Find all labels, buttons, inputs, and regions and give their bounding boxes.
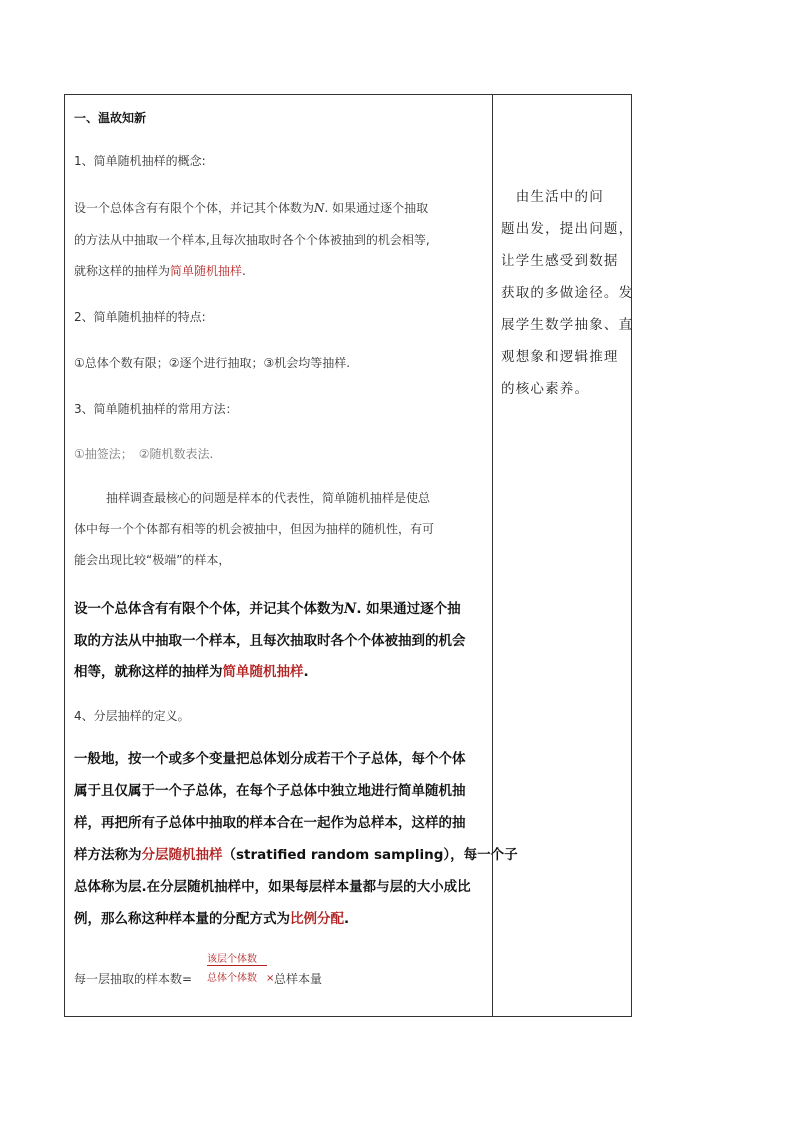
side-line1: 由生活中的问 (501, 189, 604, 205)
side-line5: 展学生数学抽象、直 (501, 317, 634, 333)
sec1-line3: 就称这样的抽样为简单随机抽样. (74, 264, 246, 278)
sec4-line5: 总体称为层.在分层随机抽样中，如果每层样本量都与层的大小成比 (74, 879, 471, 895)
section-heading: 一、温故知新 (74, 111, 147, 125)
sec2-title: 2、简单随机抽样的特点: (74, 310, 206, 324)
notes-cell (493, 95, 634, 1016)
bold1-line1: 设一个总体含有有限个个体，并记其个体数为N. 如果通过逐个抽 (74, 601, 461, 617)
term-proportional-allocation: 比例分配 (290, 911, 344, 927)
content-cell (65, 95, 518, 1016)
para-line1: 抽样调查最核心的问题是样本的代表性，简单随机抽样是使总 (106, 491, 431, 505)
formula-denominator: 总体个体数 (207, 973, 257, 984)
bold1-line3: 相等，就称这样的抽样为简单随机抽样. (74, 664, 309, 680)
sec4-line6: 例，那么称这种样本量的分配方式为比例分配. (74, 911, 350, 927)
fraction-bar (207, 965, 267, 966)
sec4-line1: 一般地，按一个或多个变量把总体划分成若干个子总体，每个个体 (74, 751, 466, 767)
formula-rhs: 总样本量 (274, 972, 323, 986)
sec3-title: 3、简单随机抽样的常用方法： (74, 402, 238, 416)
side-line4: 获取的多做途径。发 (501, 285, 634, 301)
term-stratified-sampling: 分层随机抽样 (141, 847, 223, 863)
term-simple-random-sampling: 简单随机抽样 (170, 264, 243, 278)
formula-times: × (266, 973, 275, 984)
sec4-line3: 样，再把所有子总体中抽取的样本合在一起作为总样本，这样的抽 (74, 815, 466, 831)
sec1-line2: 的方法从中抽取一个样本,且每次抽取时各个个体被抽到的机会相等, (74, 233, 430, 247)
sec3-text: ①抽签法； ②随机数表法. (74, 447, 214, 461)
sec1-title: 1、简单随机抽样的概念: (74, 154, 206, 168)
formula-numerator: 该层个体数 (207, 954, 257, 965)
sec1-line1: 设一个总体含有有限个个体，并记其个体数为N. 如果通过逐个抽取 (74, 201, 429, 215)
side-line6: 观想象和逻辑推理 (501, 349, 619, 365)
sec4-line4: 样方法称为分层随机抽样（stratified random sampling），每一个子 (74, 847, 518, 863)
para-line2: 体中每一个个体都有相等的机会被抽中，但因为抽样的随机性，有可 (74, 522, 435, 536)
side-line2: 题出发，提出问题， (501, 221, 634, 237)
sec4-title: 4、分层抽样的定义。 (74, 709, 190, 723)
lesson-table (64, 94, 632, 1017)
formula-lhs: 每一层抽取的样本数= (74, 972, 193, 986)
side-line7: 的核心素养。 (501, 381, 590, 397)
sec4-line2: 属于且仅属于一个子总体，在每个子总体中独立地进行简单随机抽 (74, 783, 466, 799)
term-simple-random-sampling-bold: 简单随机抽样 (222, 664, 304, 680)
side-line3: 让学生感受到数据 (501, 253, 619, 269)
para-line3: 能会出现比较“极端”的样本， (74, 553, 231, 567)
bold1-line2: 取的方法从中抽取一个样本，且每次抽取时各个个体被抽到的机会 (74, 633, 466, 649)
sec2-text: ①总体个数有限；②逐个进行抽取；③机会均等抽样. (74, 356, 351, 370)
